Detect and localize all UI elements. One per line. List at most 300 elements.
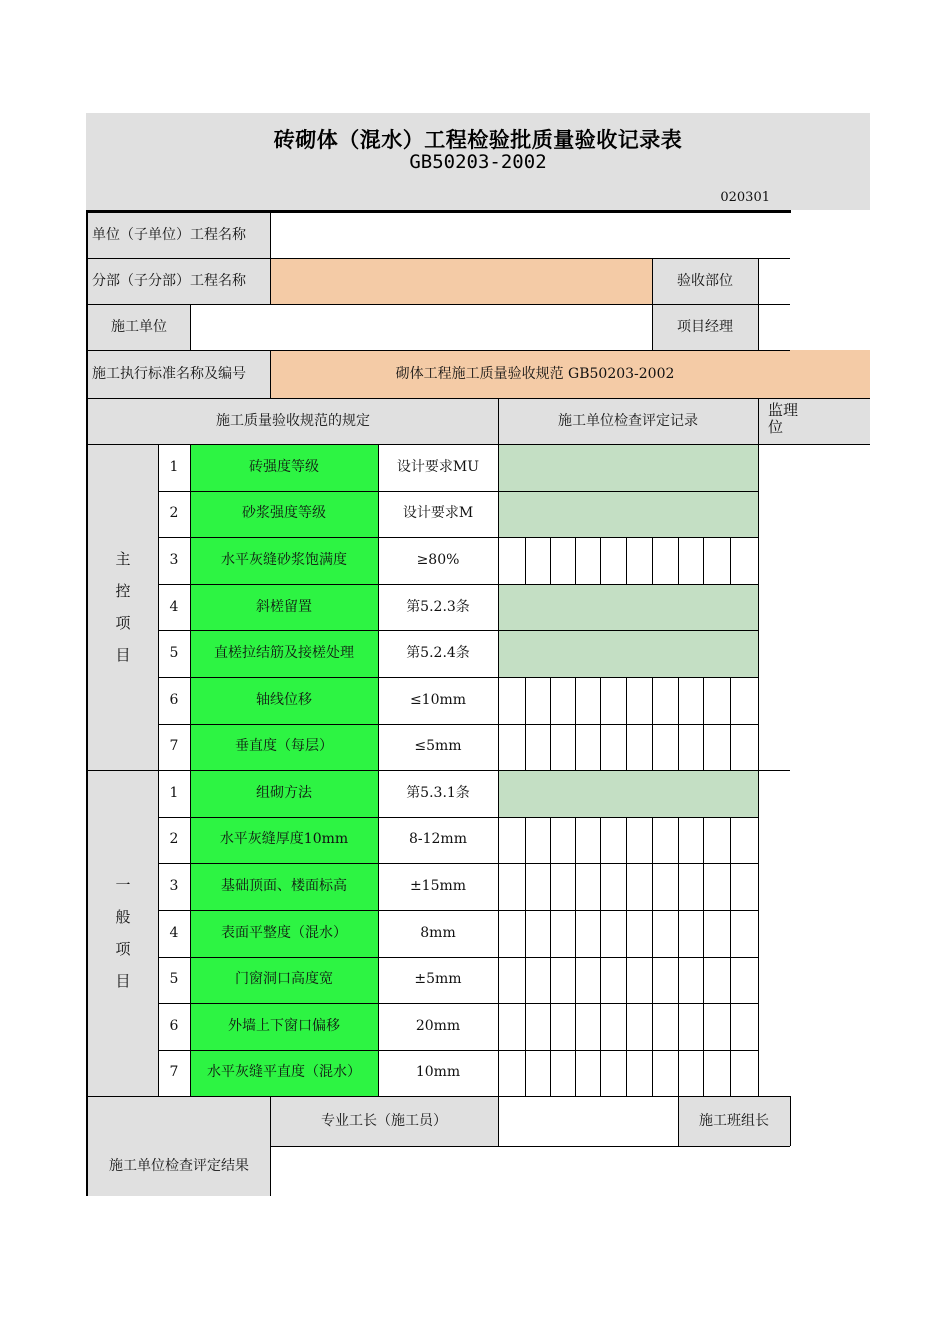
v-line: [600, 956, 601, 1003]
h-line: [158, 957, 758, 958]
v-line: [652, 910, 653, 956]
v-line: [575, 863, 576, 910]
v-line: [575, 910, 576, 956]
v-line: [525, 1003, 526, 1050]
v-line: [730, 863, 731, 910]
v-line: [270, 212, 271, 258]
h-line: [158, 584, 758, 585]
item-requirement: ±5mm: [378, 956, 498, 1003]
main-control-char: 控: [115, 582, 131, 600]
v-line: [550, 956, 551, 1003]
v-line: [703, 724, 704, 770]
item-number: 3: [158, 863, 190, 910]
v-line: [758, 630, 759, 677]
standard-label: 施工执行标准名称及编号: [88, 350, 270, 398]
general-char: 项: [115, 940, 131, 958]
v-line: [575, 537, 576, 584]
item-requirement: ≤10mm: [378, 677, 498, 724]
v-line: [525, 677, 526, 724]
h-line: [88, 398, 870, 399]
v-line: [730, 1050, 731, 1096]
check-record-cell[interactable]: [652, 677, 678, 724]
v-line: [730, 1003, 731, 1050]
check-record-cell[interactable]: [703, 1050, 730, 1097]
check-record-cell[interactable]: [652, 724, 678, 771]
v-line: [550, 817, 551, 863]
check-record-cell[interactable]: [678, 1003, 703, 1050]
check-record-cell[interactable]: [525, 863, 550, 910]
v-line: [575, 677, 576, 724]
form-title: 砖砌体（混水）工程检验批质量验收记录表: [273, 128, 683, 152]
check-record-cell[interactable]: [730, 677, 758, 724]
check-record-cell[interactable]: [626, 724, 652, 771]
general-char: 般: [115, 908, 131, 926]
check-record-cell[interactable]: [600, 677, 626, 724]
check-record-cell[interactable]: [575, 1050, 600, 1097]
check-record-cell[interactable]: [575, 956, 600, 1003]
v-line: [703, 817, 704, 863]
general-section-label: [88, 770, 158, 1096]
h-line: [158, 630, 758, 631]
check-record-cell[interactable]: [525, 537, 550, 584]
check-record-cell[interactable]: [498, 724, 525, 771]
check-record-cell[interactable]: [730, 1003, 758, 1050]
check-record-cell[interactable]: [525, 1050, 550, 1097]
v-line: [758, 491, 759, 537]
item-name: 基础顶面、楼面标高: [190, 863, 378, 910]
standard-value: 砌体工程施工质量验收规范 GB50203-2002: [270, 350, 870, 398]
v-line: [498, 1096, 499, 1146]
check-record-cell[interactable]: [626, 537, 652, 584]
v-line: [703, 1003, 704, 1050]
check-record-cell[interactable]: [730, 817, 758, 864]
check-record-cell[interactable]: [730, 724, 758, 771]
v-line: [758, 398, 759, 444]
team-leader-label: 施工班组长: [678, 1096, 790, 1146]
v-line: [758, 1003, 759, 1050]
v-line: [525, 724, 526, 770]
v-line: [758, 956, 759, 1003]
check-record-cell[interactable]: [525, 724, 550, 771]
general-char: 目: [115, 972, 131, 990]
v-line: [626, 910, 627, 956]
unit-project-field[interactable]: [270, 212, 790, 258]
v-line: [600, 863, 601, 910]
v-line: [575, 724, 576, 770]
check-record-cell[interactable]: [525, 817, 550, 864]
v-line: [378, 444, 379, 1096]
check-record-cell[interactable]: [600, 956, 626, 1003]
item-requirement: 8-12mm: [378, 817, 498, 864]
check-record-cell[interactable]: [730, 1050, 758, 1097]
check-record-cell[interactable]: [626, 863, 652, 910]
check-record-cell[interactable]: [600, 537, 626, 584]
item-number: 1: [158, 770, 190, 817]
check-record-cell[interactable]: [652, 1050, 678, 1097]
item-name: 门窗洞口高度宽: [190, 956, 378, 1003]
item-number: 3: [158, 537, 190, 584]
main-control-char: 主: [115, 550, 131, 568]
item-number: 7: [158, 1050, 190, 1097]
v-line: [525, 817, 526, 863]
check-record-cell[interactable]: [626, 817, 652, 864]
check-record-cell[interactable]: [575, 817, 600, 864]
item-name: 垂直度（每层）: [190, 724, 378, 771]
item-number: 6: [158, 677, 190, 724]
v-line: [626, 677, 627, 724]
h-line: [88, 770, 790, 771]
check-record-cell[interactable]: [600, 1050, 626, 1097]
item-requirement: 第5.2.3条: [378, 584, 498, 631]
check-record-cell[interactable]: [525, 1003, 550, 1050]
check-column-header: 施工单位检查评定记录: [498, 398, 758, 444]
check-record-cell[interactable]: [575, 537, 600, 584]
spec-column-header: 施工质量验收规范的规定: [88, 398, 498, 444]
v-line: [626, 537, 627, 584]
v-line: [652, 258, 653, 350]
v-line: [703, 1050, 704, 1096]
v-line: [600, 910, 601, 956]
check-record-cell[interactable]: [678, 956, 703, 1003]
v-line: [703, 863, 704, 910]
item-number: 4: [158, 910, 190, 957]
check-record-cell[interactable]: [703, 724, 730, 771]
v-line: [525, 910, 526, 956]
acceptance-part-field[interactable]: [758, 258, 790, 304]
item-requirement: 设计要求MU: [378, 444, 498, 491]
main-control-char: 项: [115, 614, 131, 632]
check-record-cell[interactable]: [678, 863, 703, 910]
v-line: [758, 770, 759, 817]
check-record-merged-cell[interactable]: [498, 444, 758, 491]
item-number: 4: [158, 584, 190, 631]
v-line: [678, 817, 679, 863]
h-line: [88, 258, 790, 259]
item-number: 5: [158, 956, 190, 1003]
h-line: [88, 1096, 790, 1097]
v-line: [678, 677, 679, 724]
v-line: [575, 1003, 576, 1050]
result-label-block: [88, 1096, 270, 1196]
v-line: [652, 1003, 653, 1050]
h-line: [88, 304, 790, 305]
v-line: [730, 724, 731, 770]
v-line: [626, 817, 627, 863]
v-line: [652, 677, 653, 724]
v-line: [758, 817, 759, 863]
v-line: [525, 956, 526, 1003]
check-record-cell[interactable]: [652, 910, 678, 957]
check-record-cell[interactable]: [525, 677, 550, 724]
v-line: [730, 910, 731, 956]
check-record-cell[interactable]: [678, 1050, 703, 1097]
v-line: [652, 724, 653, 770]
v-line: [758, 258, 759, 350]
check-record-cell[interactable]: [730, 863, 758, 910]
h-line: [158, 724, 758, 725]
construction-unit-field[interactable]: [190, 304, 652, 350]
check-record-cell[interactable]: [600, 863, 626, 910]
check-record-cell[interactable]: [703, 1003, 730, 1050]
check-record-cell[interactable]: [652, 956, 678, 1003]
v-line: [652, 537, 653, 584]
v-line: [626, 1003, 627, 1050]
check-record-cell[interactable]: [525, 956, 550, 1003]
v-line: [550, 863, 551, 910]
v-line: [730, 956, 731, 1003]
item-requirement: ≥80%: [378, 537, 498, 584]
h-line: [270, 1146, 790, 1147]
v-line: [703, 537, 704, 584]
check-record-cell[interactable]: [498, 910, 525, 957]
check-record-cell[interactable]: [498, 863, 525, 910]
item-requirement: 10mm: [378, 1050, 498, 1097]
v-line: [626, 863, 627, 910]
v-line: [600, 817, 601, 863]
foreman-field[interactable]: [498, 1096, 678, 1146]
v-line: [758, 537, 759, 584]
h-line: [158, 1003, 758, 1004]
check-record-cell[interactable]: [652, 537, 678, 584]
sub-project-field[interactable]: [270, 258, 652, 304]
check-record-cell[interactable]: [730, 910, 758, 957]
item-number: 6: [158, 1003, 190, 1050]
item-number: 7: [158, 724, 190, 771]
h-line: [158, 910, 758, 911]
v-line: [550, 677, 551, 724]
v-line: [678, 910, 679, 956]
check-record-cell[interactable]: [498, 537, 525, 584]
check-record-cell[interactable]: [703, 863, 730, 910]
item-name: 表面平整度（混水）: [190, 910, 378, 957]
v-line: [703, 677, 704, 724]
v-line: [270, 1096, 271, 1196]
check-record-cell[interactable]: [498, 677, 525, 724]
v-line: [758, 444, 759, 491]
v-line: [600, 537, 601, 584]
v-line: [678, 1003, 679, 1050]
check-record-cell[interactable]: [626, 956, 652, 1003]
v-line: [730, 677, 731, 724]
unit-project-label: 单位（子单位）工程名称: [88, 212, 270, 258]
project-manager-label: 项目经理: [652, 304, 758, 350]
item-requirement: 8mm: [378, 910, 498, 957]
v-line: [678, 724, 679, 770]
check-record-cell[interactable]: [600, 817, 626, 864]
v-line: [550, 537, 551, 584]
check-record-cell[interactable]: [550, 910, 575, 957]
v-line: [678, 1050, 679, 1096]
check-record-cell[interactable]: [498, 817, 525, 864]
item-name: 水平灰缝平直度（混水）: [190, 1050, 378, 1097]
check-record-cell[interactable]: [550, 863, 575, 910]
item-name: 直槎拉结筋及接槎处理: [190, 630, 378, 677]
v-line: [652, 956, 653, 1003]
check-record-cell[interactable]: [626, 1003, 652, 1050]
v-line: [758, 910, 759, 956]
h-line: [158, 491, 758, 492]
item-name: 外墙上下窗口偏移: [190, 1003, 378, 1050]
sub-project-label: 分部（子分部）工程名称: [88, 258, 270, 304]
v-line: [575, 956, 576, 1003]
check-record-cell[interactable]: [550, 956, 575, 1003]
item-name: 水平灰缝厚度10mm: [190, 817, 378, 864]
check-record-cell[interactable]: [575, 863, 600, 910]
item-name: 斜槎留置: [190, 584, 378, 631]
v-line: [270, 258, 271, 304]
check-record-cell[interactable]: [600, 724, 626, 771]
check-record-cell[interactable]: [525, 910, 550, 957]
v-line: [600, 1050, 601, 1096]
v-line: [550, 1050, 551, 1096]
check-record-cell[interactable]: [703, 956, 730, 1003]
v-line: [525, 863, 526, 910]
check-record-cell[interactable]: [678, 910, 703, 957]
check-record-cell[interactable]: [550, 677, 575, 724]
v-line: [678, 863, 679, 910]
item-number: 2: [158, 491, 190, 538]
v-line: [600, 724, 601, 770]
v-line: [678, 1096, 679, 1146]
check-record-cell[interactable]: [550, 817, 575, 864]
check-record-cell[interactable]: [652, 1003, 678, 1050]
h-line: [158, 1050, 758, 1051]
v-line: [270, 350, 271, 398]
construction-unit-label: 施工单位: [88, 304, 190, 350]
item-requirement: ±15mm: [378, 863, 498, 910]
item-name: 轴线位移: [190, 677, 378, 724]
v-line: [575, 817, 576, 863]
v-line: [600, 1003, 601, 1050]
check-record-merged-cell[interactable]: [498, 770, 758, 817]
check-record-cell[interactable]: [730, 537, 758, 584]
check-record-cell[interactable]: [498, 1050, 525, 1097]
check-record-cell[interactable]: [550, 724, 575, 771]
check-record-cell[interactable]: [550, 537, 575, 584]
v-line: [525, 537, 526, 584]
check-record-cell[interactable]: [626, 910, 652, 957]
v-line: [550, 1003, 551, 1050]
check-record-cell[interactable]: [550, 1050, 575, 1097]
v-line: [758, 1050, 759, 1096]
check-record-merged-cell[interactable]: [498, 584, 758, 631]
supervision-header-text: 监理 位: [768, 401, 799, 436]
foreman-label: 专业工长（施工员）: [270, 1096, 498, 1146]
item-number: 5: [158, 630, 190, 677]
item-requirement: 第5.3.1条: [378, 770, 498, 817]
check-record-merged-cell[interactable]: [498, 491, 758, 538]
main-control-section-label: [88, 444, 158, 770]
item-requirement: 20mm: [378, 1003, 498, 1050]
check-record-cell[interactable]: [600, 910, 626, 957]
form-number: 020301: [720, 190, 770, 205]
check-record-cell[interactable]: [678, 724, 703, 771]
v-line: [525, 1050, 526, 1096]
check-record-cell[interactable]: [550, 1003, 575, 1050]
general-char: 一: [115, 876, 131, 894]
check-record-cell[interactable]: [575, 677, 600, 724]
check-record-cell[interactable]: [498, 956, 525, 1003]
acceptance-part-label: 验收部位: [652, 258, 758, 304]
h-line: [158, 537, 758, 538]
v-line: [575, 1050, 576, 1096]
v-line: [652, 863, 653, 910]
item-number: 1: [158, 444, 190, 491]
v-line: [678, 537, 679, 584]
v-line: [600, 677, 601, 724]
v-line: [758, 677, 759, 724]
item-name: 砂浆强度等级: [190, 491, 378, 538]
item-number: 2: [158, 817, 190, 864]
v-line: [626, 724, 627, 770]
main-control-char: 目: [115, 646, 131, 664]
h-line: [158, 677, 758, 678]
h-line: [88, 350, 790, 351]
v-line: [758, 584, 759, 630]
check-record-cell[interactable]: [730, 956, 758, 1003]
item-name: 组砌方法: [190, 770, 378, 817]
check-record-cell[interactable]: [575, 724, 600, 771]
v-line: [678, 956, 679, 1003]
check-record-cell[interactable]: [652, 817, 678, 864]
v-line: [730, 537, 731, 584]
item-name: 水平灰缝砂浆饱满度: [190, 537, 378, 584]
form-standard-code: GB50203-2002: [409, 151, 547, 173]
check-record-cell[interactable]: [575, 1003, 600, 1050]
check-record-cell[interactable]: [678, 817, 703, 864]
check-record-merged-cell[interactable]: [498, 630, 758, 677]
check-record-cell[interactable]: [652, 863, 678, 910]
check-record-cell[interactable]: [575, 910, 600, 957]
item-requirement: 设计要求M: [378, 491, 498, 538]
h-line: [86, 210, 791, 213]
v-line: [730, 817, 731, 863]
result-label: 施工单位检查评定结果: [109, 1158, 249, 1174]
project-manager-field[interactable]: [758, 304, 790, 350]
check-record-cell[interactable]: [600, 1003, 626, 1050]
check-record-cell[interactable]: [678, 537, 703, 584]
check-record-cell[interactable]: [626, 677, 652, 724]
v-line: [703, 956, 704, 1003]
h-line: [158, 863, 758, 864]
v-line: [703, 910, 704, 956]
v-line: [190, 304, 191, 350]
supervision-column-header: [758, 398, 870, 444]
v-line: [626, 956, 627, 1003]
v-line: [498, 398, 499, 444]
check-record-cell[interactable]: [678, 677, 703, 724]
v-line: [626, 1050, 627, 1096]
v-line: [652, 1050, 653, 1096]
v-line: [498, 444, 499, 1096]
v-line: [758, 724, 759, 770]
h-line: [158, 817, 758, 818]
v-line: [652, 817, 653, 863]
v-line: [190, 444, 191, 1096]
v-line: [790, 1096, 791, 1146]
h-line: [158, 444, 758, 445]
v-line: [550, 724, 551, 770]
check-record-cell[interactable]: [498, 1003, 525, 1050]
v-line: [86, 210, 88, 1196]
check-record-cell[interactable]: [626, 1050, 652, 1097]
item-name: 砖强度等级: [190, 444, 378, 491]
v-line: [158, 444, 159, 1096]
check-record-cell[interactable]: [703, 677, 730, 724]
check-record-cell[interactable]: [703, 910, 730, 957]
check-record-cell[interactable]: [703, 537, 730, 584]
check-record-cell[interactable]: [703, 817, 730, 864]
